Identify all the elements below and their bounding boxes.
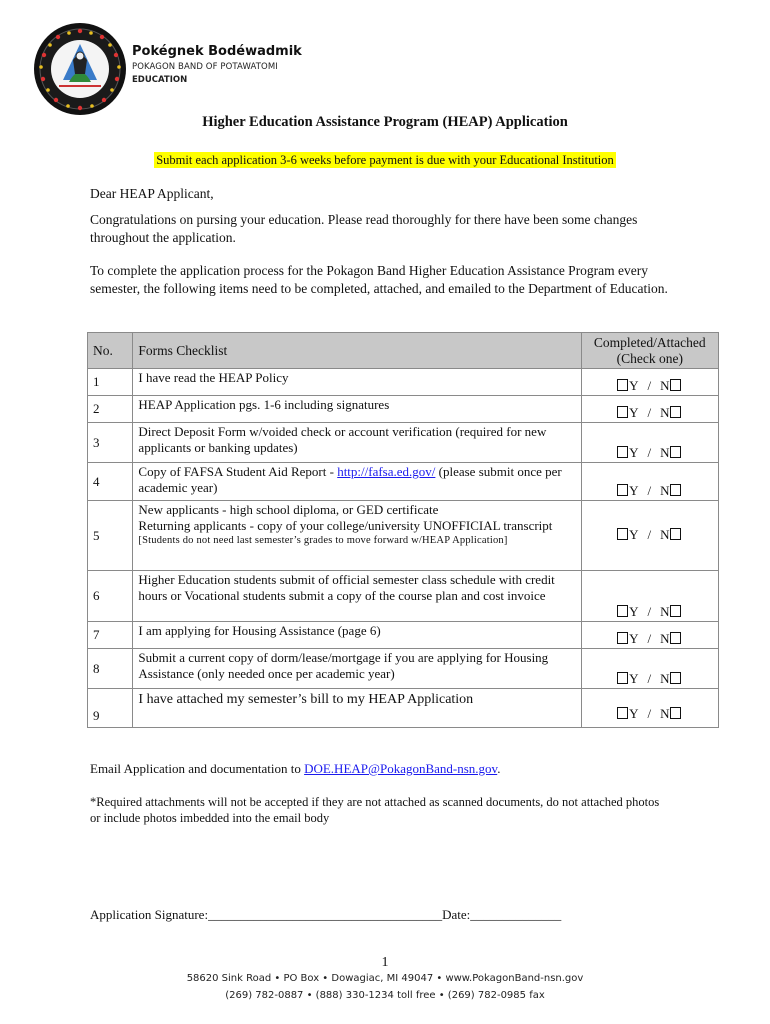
no-checkbox[interactable] — [670, 672, 681, 684]
check-separator: / — [647, 482, 652, 498]
yes-label: Y — [629, 377, 639, 393]
header-no: No. — [88, 333, 133, 369]
row-number: 8 — [88, 649, 133, 689]
yes-label: Y — [629, 705, 639, 721]
email-link[interactable]: DOE.HEAP@PokagonBand-nsn.gov — [304, 761, 498, 776]
no-label: N — [660, 404, 670, 420]
row-text: HEAP Application pgs. 1-6 including signatures — [133, 396, 581, 423]
org-name: Pokégnek Bodéwadmik — [132, 44, 302, 59]
yes-no-check — [581, 689, 718, 728]
row-number: 1 — [88, 369, 133, 396]
no-checkbox[interactable] — [670, 707, 681, 719]
fafsa-link[interactable]: http://fafsa.ed.gov/ — [337, 464, 436, 479]
check-separator: / — [647, 526, 652, 542]
table-row — [88, 622, 719, 649]
no-label: N — [660, 670, 670, 686]
no-checkbox[interactable] — [670, 632, 681, 644]
check-separator: / — [647, 404, 652, 420]
no-label: N — [660, 705, 670, 721]
yes-label: Y — [629, 404, 639, 420]
table-row — [88, 571, 719, 622]
signature-line — [90, 907, 561, 923]
row-note: [Students do not need last semester’s grades to move forward w/HEAP Application] — [138, 535, 508, 546]
no-label: N — [660, 526, 670, 542]
no-checkbox[interactable] — [670, 605, 681, 617]
check-separator: / — [647, 705, 652, 721]
yes-label: Y — [629, 670, 639, 686]
yes-checkbox[interactable] — [617, 379, 628, 391]
yes-no-check — [581, 463, 718, 501]
check-separator: / — [647, 603, 652, 619]
no-checkbox[interactable] — [670, 446, 681, 458]
submission-notice: Submit each application 3-6 weeks before payment is due with your Educational Institution — [156, 153, 614, 167]
document-title: Higher Education Assistance Program (HEAP) Application — [202, 114, 568, 130]
yes-checkbox[interactable] — [617, 707, 628, 719]
forms-checklist-table — [87, 332, 719, 728]
yes-label: Y — [629, 526, 639, 542]
yes-checkbox[interactable] — [617, 446, 628, 458]
yes-checkbox[interactable] — [617, 528, 628, 540]
row-text-after: (please submit once per academic year) — [138, 464, 562, 495]
pokagon-seal-logo — [33, 22, 127, 116]
table-row — [88, 463, 719, 501]
table-header-row — [88, 333, 719, 369]
email-prefix: Email Application and documentation to — [90, 761, 305, 776]
yes-label: Y — [629, 630, 639, 646]
yes-checkbox[interactable] — [617, 406, 628, 418]
row-number: 7 — [88, 622, 133, 649]
signature-label: Application Signature: — [90, 907, 209, 922]
greeting: Dear HEAP Applicant, — [90, 186, 214, 201]
row-number: 3 — [88, 423, 133, 463]
row-number: 5 — [88, 501, 133, 571]
row-text: I have attached my semester’s bill to my HEAP Application — [133, 689, 581, 728]
yes-checkbox[interactable] — [617, 605, 628, 617]
yes-label: Y — [629, 603, 639, 619]
table-row — [88, 396, 719, 423]
email-suffix: . — [497, 761, 501, 776]
notice-wrapper — [0, 151, 770, 169]
required-attachments-note: *Required attachments will not be accepted if they are not attached as scanned documents, do not attached photos or include photos imbedded into the email body — [90, 795, 660, 825]
footer-phone: (269) 782-0887 • (888) 330-1234 toll free • (269) 782-0985 fax — [225, 989, 545, 1001]
no-checkbox[interactable] — [670, 528, 681, 540]
header-forms: Forms Checklist — [133, 333, 581, 369]
row-text — [133, 463, 581, 501]
department-label: EDUCATION — [132, 75, 188, 85]
row-line-new-applicants: New applicants - high school diploma, or GED certificate — [138, 502, 439, 517]
yes-no-check — [581, 396, 718, 423]
row-text: Higher Education students submit of official semester class schedule with credit hours or Vocational students submit a copy of the course plan and cost invoice — [133, 571, 581, 622]
yes-label: Y — [629, 444, 639, 460]
row-line-returning-applicants: Returning applicants - copy of your college/university UNOFFICIAL transcript — [138, 517, 553, 533]
row-number: 2 — [88, 396, 133, 423]
row-text: Direct Deposit Form w/voided check or account verification (required for new applicants or banking updates) — [133, 423, 581, 463]
page-number: 1 — [381, 955, 389, 970]
no-checkbox[interactable] — [670, 484, 681, 496]
yes-no-check — [581, 423, 718, 463]
table-row — [88, 501, 719, 571]
footer-address: 58620 Sink Road • PO Box • Dowagiac, MI 49047 • www.PokagonBand-nsn.gov — [186, 973, 584, 984]
yes-no-check — [581, 369, 718, 396]
yes-no-check — [581, 501, 718, 571]
row-text: I am applying for Housing Assistance (page 6) — [133, 622, 581, 649]
header-completed-line2: (Check one) — [616, 350, 683, 366]
yes-no-check — [581, 622, 718, 649]
intro-paragraph: Congratulations on pursing your education. Please read thoroughly for there have been some changes throughout the application. — [90, 212, 638, 245]
yes-no-check — [581, 571, 718, 622]
row-text: Submit a current copy of dorm/lease/mortgage if you are applying for Housing Assistance (only needed once per academic year) — [133, 649, 581, 689]
row-number: 4 — [88, 463, 133, 501]
check-separator: / — [647, 377, 652, 393]
email-instruction — [90, 761, 500, 777]
row-number: 6 — [88, 571, 133, 622]
no-label: N — [660, 630, 670, 646]
instructions-paragraph: To complete the application process for the Pokagon Band Higher Education Assistance Program every semester, the following items need to be completed, attached, and emailed to the Department of Education. — [90, 263, 668, 296]
check-separator: / — [647, 630, 652, 646]
no-label: N — [660, 444, 670, 460]
header-completed-line1: Completed/Attached — [593, 335, 706, 350]
table-row — [88, 369, 719, 396]
row-text-before: Copy of FAFSA Student Aid Report - — [138, 464, 338, 479]
date-label: Date: — [442, 907, 471, 922]
no-checkbox[interactable] — [670, 406, 681, 418]
yes-label: Y — [629, 482, 639, 498]
yes-no-check — [581, 649, 718, 689]
table-row — [88, 689, 719, 728]
row-number: 9 — [88, 689, 133, 728]
no-label: N — [660, 482, 670, 498]
yes-checkbox[interactable] — [617, 672, 628, 684]
check-separator: / — [647, 670, 652, 686]
row-text — [133, 501, 581, 571]
date-field[interactable]: ______________ — [470, 907, 562, 922]
no-label: N — [660, 603, 670, 619]
no-label: N — [660, 377, 670, 393]
org-subtitle: POKAGON BAND OF POTAWATOMI — [132, 62, 278, 72]
table-row — [88, 649, 719, 689]
check-separator: / — [647, 444, 652, 460]
table-row — [88, 423, 719, 463]
no-checkbox[interactable] — [670, 379, 681, 391]
footer — [0, 971, 770, 1004]
yes-checkbox[interactable] — [617, 484, 628, 496]
header-completed — [581, 333, 718, 369]
signature-field[interactable]: ____________________________________ — [208, 907, 443, 922]
yes-checkbox[interactable] — [617, 632, 628, 644]
row-text: I have read the HEAP Policy — [133, 369, 581, 396]
